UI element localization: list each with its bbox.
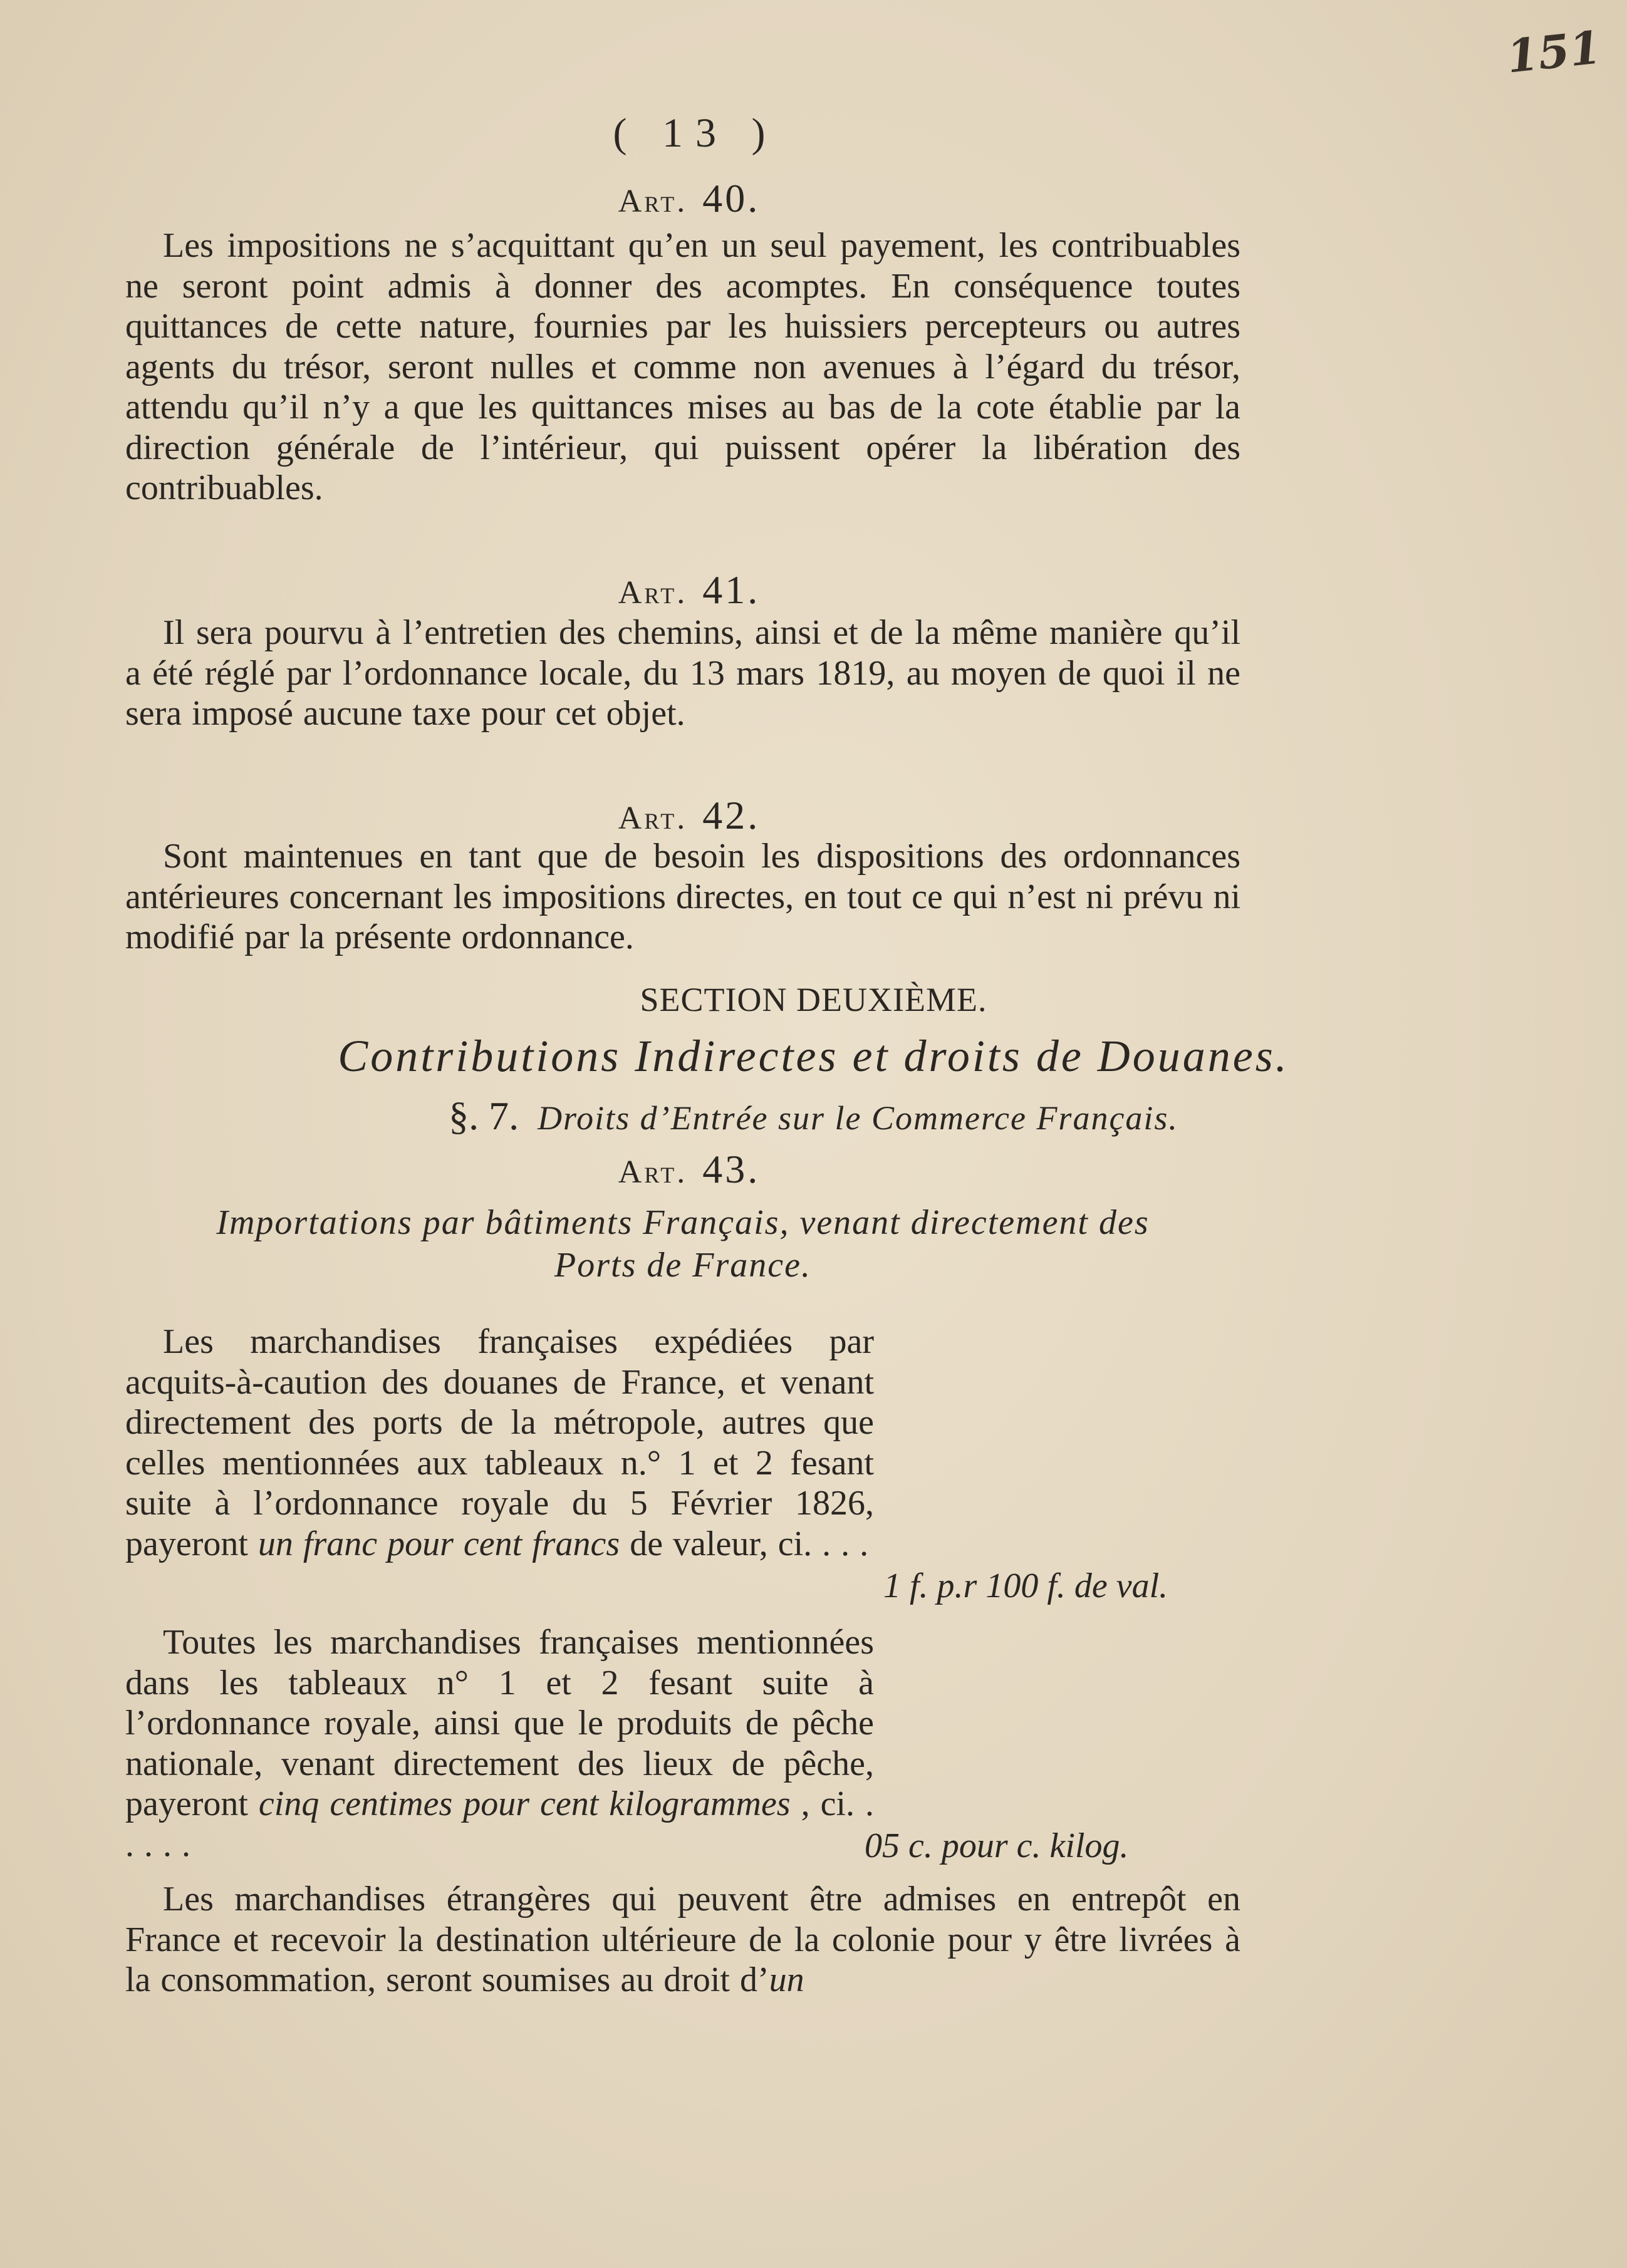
article-label: Art. <box>618 184 688 219</box>
paragraph-tail: , ci. . . . . . <box>125 1784 874 1864</box>
paragraph-text: Les marchandises françaises expédiées par acquits-à-caution des douanes de France, et venant directement des ports de la métropole, autres que celles mentionnées aux tableaux n.° 1 et 2 fesant suite à l’ordonnance royale du 5 Février 1826, payeront <box>125 1322 874 1563</box>
article-40-heading <box>501 175 877 222</box>
rate-value-2: 05 c. pour c. kilog. <box>865 1826 1129 1865</box>
article-41-text: Il sera pourvu à l’entretien des chemins, ainsi et de la même manière qu’il a été réglé par l’ordonnance locale, du 13 mars 1819, au moyen de quoi il ne sera imposé aucune taxe pour cet objet. <box>125 613 1240 733</box>
article-number: 42. <box>702 793 761 837</box>
article-43-subheading <box>125 1201 1240 1287</box>
article-42-heading <box>501 792 877 839</box>
article-43-heading <box>501 1146 877 1193</box>
paragraph-title: Droits d’Entrée sur le Commerce Français. <box>538 1099 1178 1137</box>
paragraph-symbol: §. 7. <box>449 1094 519 1138</box>
paragraph-emphasis: cinq centimes pour cent kilogrammes <box>258 1784 791 1823</box>
article-label: Art. <box>618 800 688 836</box>
rate-value-1: 1 f. p.r 100 f. de val. <box>883 1566 1168 1605</box>
paragraph-heading <box>0 1093 1627 1139</box>
paragraph-tail: de valeur, ci. . . . <box>630 1524 869 1563</box>
section-subtitle: Contributions Indirectes et droits de Douanes. <box>338 1031 1289 1081</box>
paragraph-text: Les marchandises étrangères qui peuvent être admises en entrepôt en France et recevoir la destination ultérieure de la colonie pour y être livrées à la consommation, seront soumises au droit d’ <box>125 1880 1240 1999</box>
article-43-paragraph-3 <box>125 1879 1240 2001</box>
article-43-paragraph-2 <box>125 1622 874 1865</box>
article-number: 40. <box>702 176 761 220</box>
article-number: 41. <box>702 567 761 612</box>
paragraph-emphasis: un <box>769 1960 804 1999</box>
article-43-paragraph-1 <box>125 1322 874 1564</box>
article-number: 43. <box>702 1147 761 1191</box>
page-number: ( 13 ) <box>613 110 778 156</box>
article-label: Art. <box>618 1154 688 1190</box>
section-title: SECTION DEUXIÈME. <box>640 981 987 1018</box>
subheading-line-1: Importations par bâtiments Français, venant directement des <box>216 1203 1150 1242</box>
article-label: Art. <box>618 575 688 611</box>
folio-number: 151 <box>1504 20 1604 83</box>
article-41-heading <box>501 567 877 613</box>
subheading-line-2: Ports de France. <box>554 1246 811 1285</box>
paragraph-text: Toutes les marchandises françaises mentionnées dans les tableaux n° 1 et 2 fesant suite à l’ordonnance royale, ainsi que le produits de pêche nationale, venant directement des lieux de pêche, payeront <box>125 1623 874 1823</box>
article-42-text: Sont maintenues en tant que de besoin les dispositions des ordonnances antérieures concernant les impositions directes, en tout ce qui n’est ni prévu ni modifié par la présente ordonnance. <box>125 837 1240 956</box>
article-40-text: Les impositions ne s’acquittant qu’en un seul payement, les contribuables ne seront point admis à donner des acomptes. En conséquence toutes quittances de cette nature, fournies par les huissiers percepteurs ou autres agents du trésor, seront nulles et comme non avenues à l’égard du trésor, attendu qu’il n’y a que les quittances mises au bas de la cote établie par la direction générale de l’intérieur, qui puissent opérer la libération des contribuables. <box>125 226 1240 507</box>
paragraph-emphasis: un franc pour cent francs <box>257 1524 620 1563</box>
